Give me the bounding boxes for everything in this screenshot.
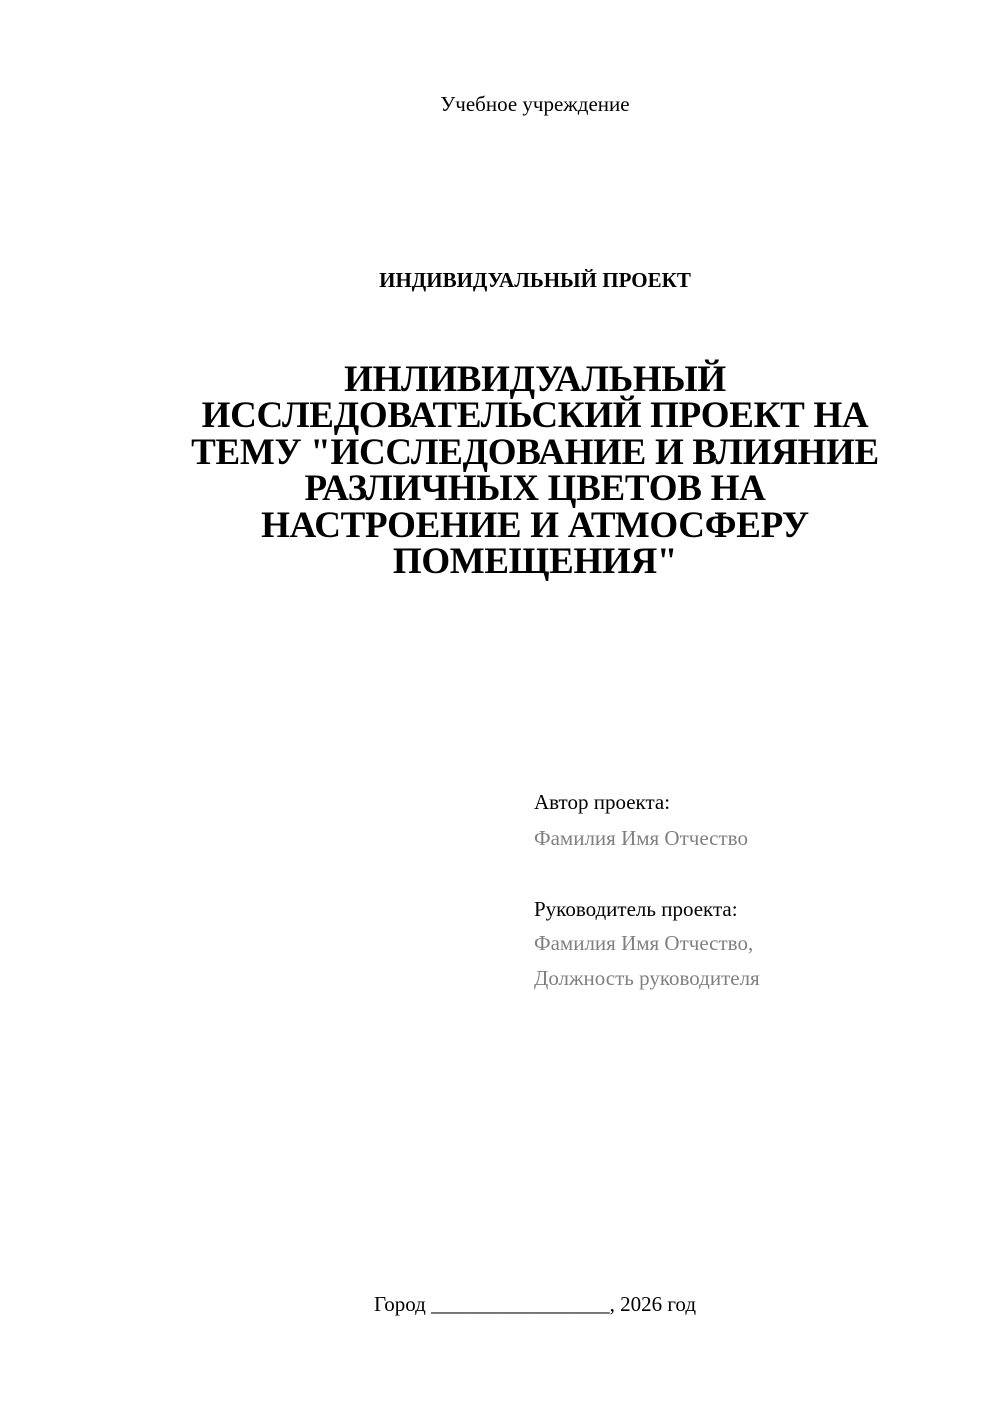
title-line: ИССЛЕДОВАТЕЛЬСКИЙ ПРОЕКТ НА <box>201 395 869 437</box>
title-line: ПОМЕЩЕНИЯ" <box>392 541 678 583</box>
title-line: ТЕМУ "ИССЛЕДОВАНИЕ И ВЛИЯНИЕ <box>191 431 879 473</box>
author-name: Фамилия Имя Отчество <box>534 826 748 850</box>
title-line: НАСТРОЕНИЕ И АТМОСФЕРУ <box>261 504 809 546</box>
institution-name: Учебное учреждение <box>440 92 630 116</box>
title-line: ИНЛИВИДУАЛЬНЫЙ <box>344 359 726 400</box>
author-label: Автор проекта: <box>534 790 671 814</box>
supervisor-position: Должность руководителя <box>534 966 760 990</box>
title-line: РАЗЛИЧНЫХ ЦВЕТОВ НА <box>304 468 766 510</box>
supervisor-name: Фамилия Имя Отчество, <box>534 931 754 955</box>
project-kind: ИНДИВИДУАЛЬНЫЙ ПРОЕКТ <box>379 268 691 292</box>
city-year-line: Город _________________, 2026 год <box>373 1292 697 1316</box>
supervisor-label: Руководитель проекта: <box>534 897 738 921</box>
project-title <box>0 359 1000 583</box>
